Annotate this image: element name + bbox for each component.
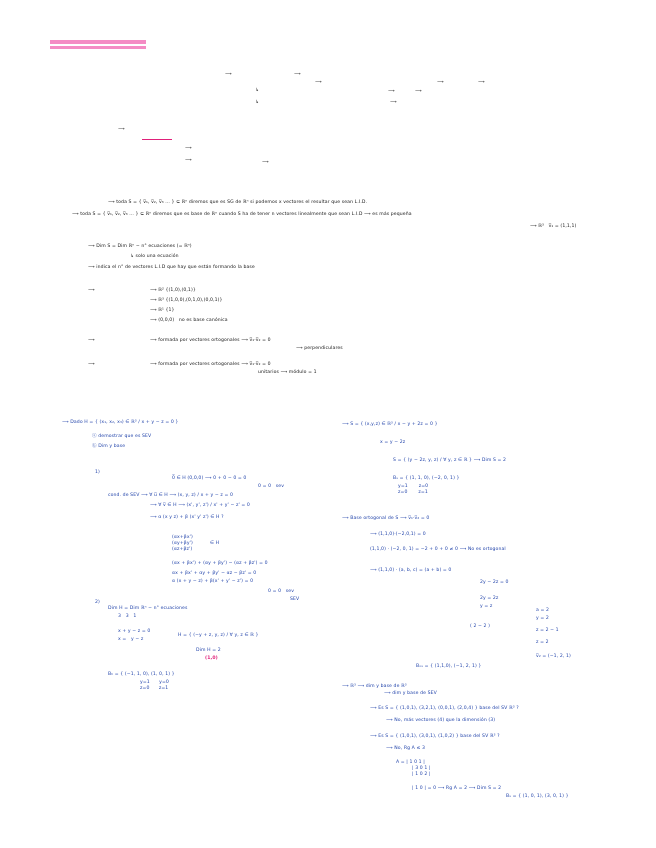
title-highlight (50, 40, 146, 44)
title-highlight (50, 46, 146, 49)
